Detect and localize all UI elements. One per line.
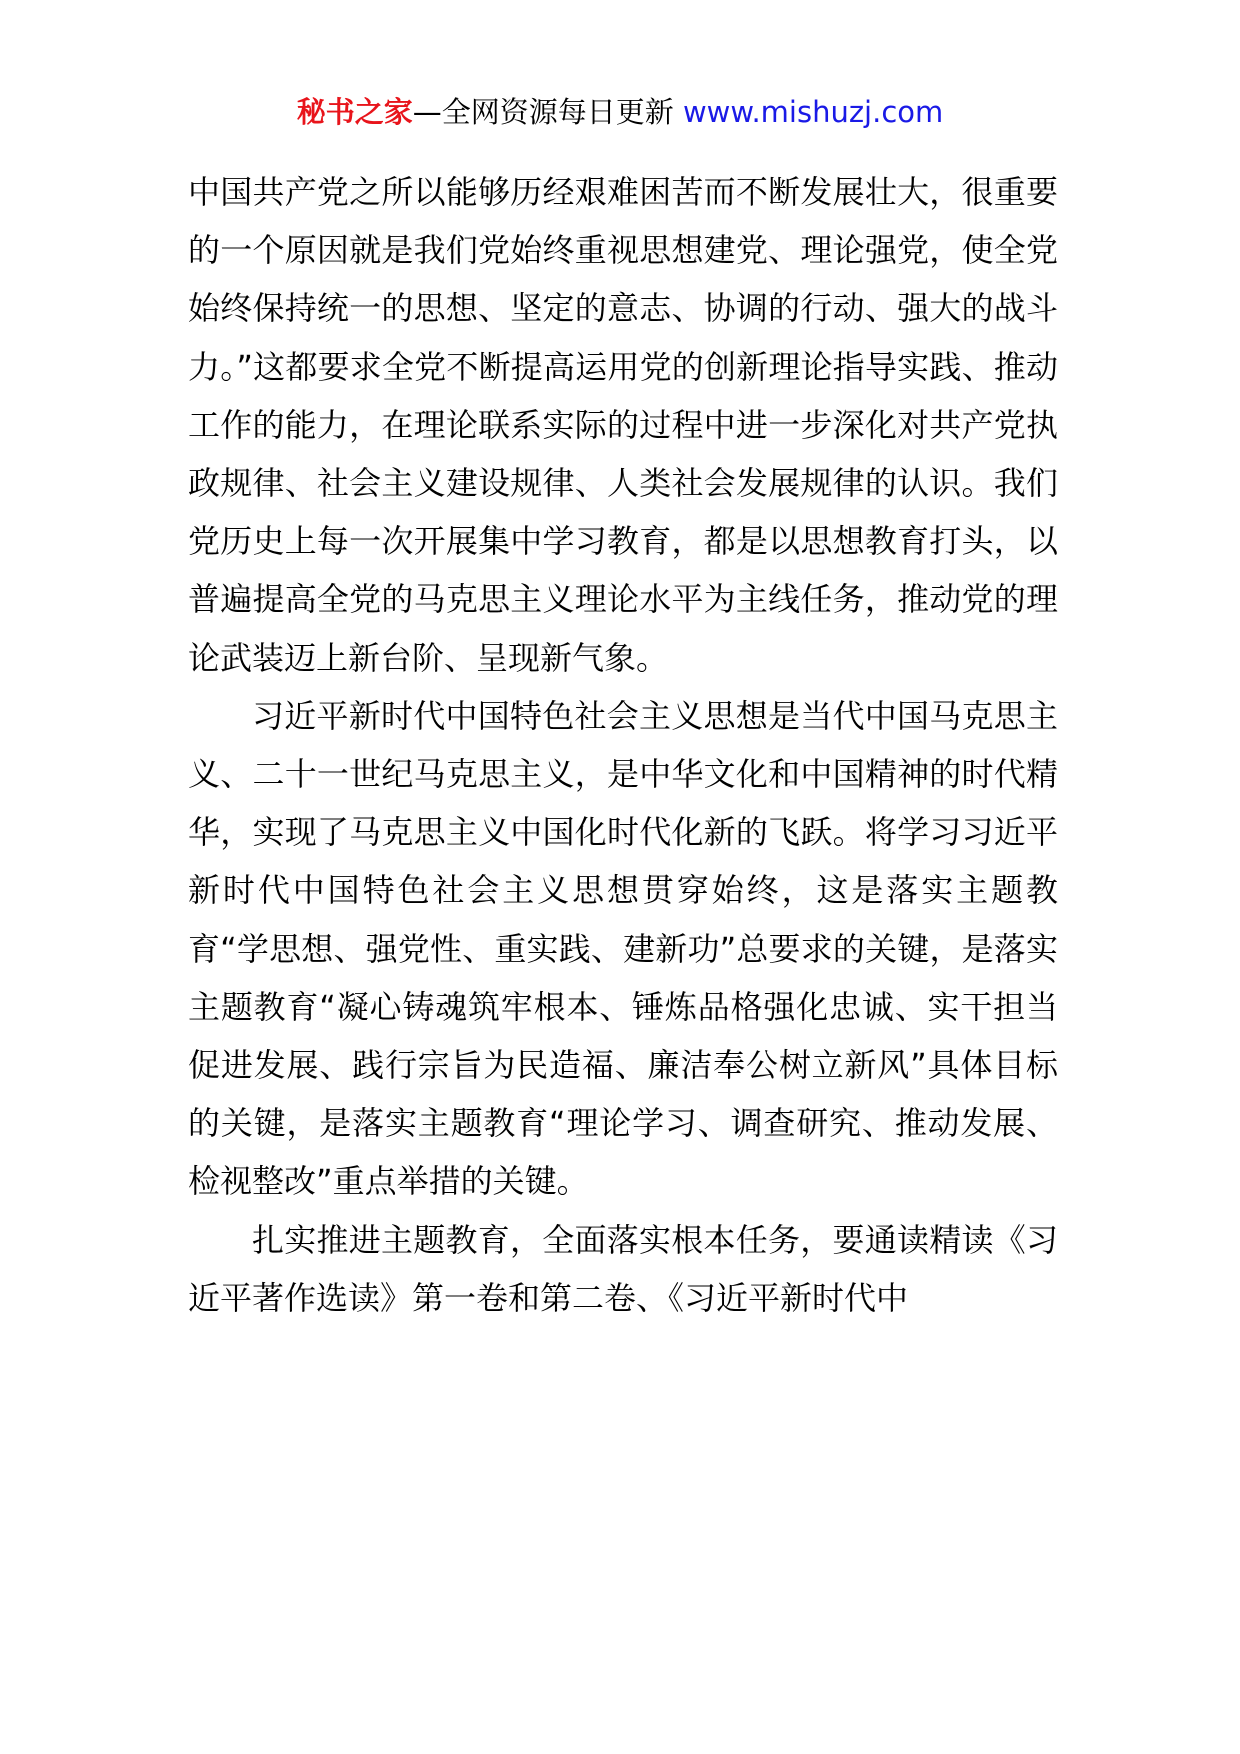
paragraph-3: 扎实推进主题教育，全面落实根本任务，要通读精读《习近平著作选读》第一卷和第二卷、《习近平新时代中 [188, 1220, 1058, 1317]
header-tagline: —全网资源每日更新 [412, 95, 674, 129]
paragraph-1: 中国共产党之所以能够历经艰难困苦而不断发展壮大，很重要的一个原因就是我们党始终重视思想建党、理论强党，使全党始终保持统一的思想、坚定的意志、协调的行动、强大的战斗力。”这都要求全党不断提高运用党的创新理论指导实践、推动工作的能力，在理论联系实际的过程中进一步深化对共产党执政规律、社会主义建设规律、人类社会发展规律的认识。我们党历史上每一次开展集中学习教育，都是以思想教育打头，以普遍提高全党的马克思主义理论水平为主线任务，推动党的理论武装迈上新台阶、呈现新气象。 [188, 173, 1058, 677]
header-url-link[interactable]: www.mishuzj.com [682, 95, 944, 129]
paragraph-2: 习近平新时代中国特色社会主义思想是当代中国马克思主义、二十一世纪马克思主义，是中华文化和中国精神的时代精华，实现了马克思主义中国化时代化新的飞跃。将学习习近平新时代中国特色社会主义思想贯穿始终，这是落实主题教育“学思想、强党性、重实践、建新功”总要求的关键，是落实主题教育“凝心铸魂筑牢根本、锤炼品格强化忠诚、实干担当促进发展、践行宗旨为民造福、廉洁奉公树立新风”具体目标的关键，是落实主题教育“理论学习、调查研究、推动发展、检视整改”重点举措的关键。 [188, 696, 1058, 1201]
document-body [188, 163, 1058, 1327]
page-header [0, 92, 1240, 132]
header-brand: 秘书之家 [296, 95, 413, 129]
